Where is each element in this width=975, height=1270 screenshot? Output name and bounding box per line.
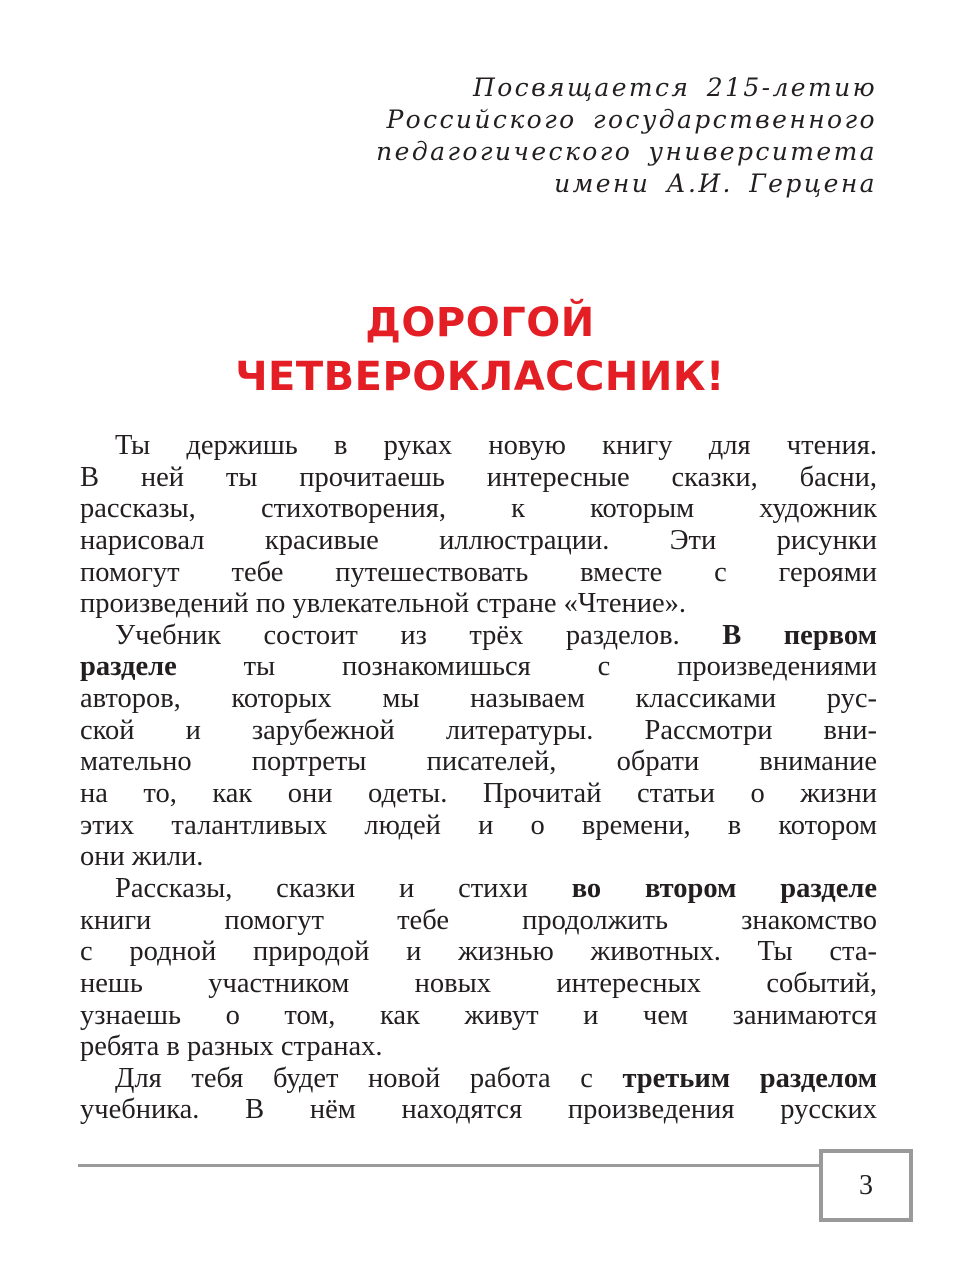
text-segment: рассказы, стихотворения, к которым художник — [80, 493, 877, 525]
dedication-line: имени А.И. Герцена — [554, 169, 877, 198]
paragraph-line — [80, 715, 877, 747]
paragraph-line — [80, 905, 877, 937]
paragraph-line — [80, 841, 877, 873]
text-segment: нарисовал красивые иллюстрации. Эти рисунки — [80, 524, 877, 556]
paragraph-line — [80, 493, 877, 525]
page-title-line: ЧЕТВЕРОКЛАССНИК! — [235, 354, 725, 400]
dedication-line: педагогического университета — [376, 137, 877, 166]
paragraph-line — [80, 778, 877, 810]
paragraph — [80, 873, 877, 1063]
bold-text: третьим разделом — [622, 1062, 877, 1094]
paragraph-line — [80, 462, 877, 494]
dedication-line: Российского государственного — [386, 105, 877, 134]
page-number-box — [819, 1149, 913, 1222]
paragraph-line — [80, 683, 877, 715]
text-segment: мательно портреты писателей, обрати внимание — [80, 746, 877, 778]
paragraph-line — [80, 1094, 877, 1126]
text-segment: книги помогут тебе продолжить знакомство — [80, 904, 877, 936]
text-segment: Для тебя будет новой работа с — [115, 1062, 623, 1094]
paragraph-line — [80, 746, 877, 778]
paragraph-line — [80, 873, 877, 905]
text-segment: нешь участником новых интересных событий, — [80, 967, 877, 999]
footer-rule — [78, 1164, 820, 1167]
paragraph-line — [80, 936, 877, 968]
page-title — [0, 296, 960, 404]
paragraph-line — [80, 1063, 877, 1095]
body-text — [80, 430, 877, 1126]
text-segment: Ты держишь в руках новую книгу для чтения. — [115, 430, 877, 461]
paragraph — [80, 620, 877, 873]
bold-text: В первом — [722, 619, 878, 651]
text-segment: помогут тебе путешествовать вместе с героями — [80, 556, 877, 588]
text-segment: ты познакомишься с произведениями — [176, 651, 877, 683]
text-segment: они жили. — [80, 841, 204, 873]
text-segment: этих талантливых людей и о времени, в котором — [80, 809, 877, 841]
dedication-line: Посвящается 215-летию — [473, 73, 877, 102]
page-number: 3 — [859, 1170, 873, 1201]
paragraph-line — [80, 525, 877, 557]
text-segment: ребята в разных странах. — [80, 1031, 383, 1063]
bold-text: во втором разделе — [571, 872, 878, 904]
page-title-line: ДОРОГОЙ — [365, 300, 595, 346]
text-segment: учебника. В нём находятся произведения русских — [80, 1094, 877, 1126]
paragraph-line — [80, 557, 877, 589]
paragraph-line — [80, 968, 877, 1000]
text-segment: Учебник состоит из трёх разделов. — [115, 619, 723, 651]
paragraph-line — [80, 620, 877, 652]
paragraph-line — [80, 1000, 877, 1032]
text-segment: с родной природой и жизнью животных. Ты ста- — [80, 936, 877, 968]
paragraph-line — [80, 651, 877, 683]
bold-text: разделе — [80, 651, 177, 683]
paragraph — [80, 1063, 877, 1126]
paragraph-line — [80, 430, 877, 462]
text-segment: произведений по увлекательной стране «Чтение». — [80, 588, 687, 620]
paragraph-line — [80, 1031, 877, 1063]
text-segment: авторов, которых мы называем классиками рус- — [80, 683, 877, 715]
paragraph — [80, 430, 877, 620]
text-segment: ской и зарубежной литературы. Рассмотри вни- — [80, 714, 877, 746]
text-segment: узнаешь о том, как живут и чем занимаются — [80, 999, 877, 1031]
text-segment: Рассказы, сказки и стихи — [115, 872, 572, 904]
dedication — [317, 72, 877, 200]
text-segment: В ней ты прочитаешь интересные сказки, басни, — [80, 461, 877, 493]
text-segment: на то, как они одеты. Прочитай статьи о жизни — [80, 778, 877, 810]
paragraph-line — [80, 810, 877, 842]
paragraph-line — [80, 588, 877, 620]
